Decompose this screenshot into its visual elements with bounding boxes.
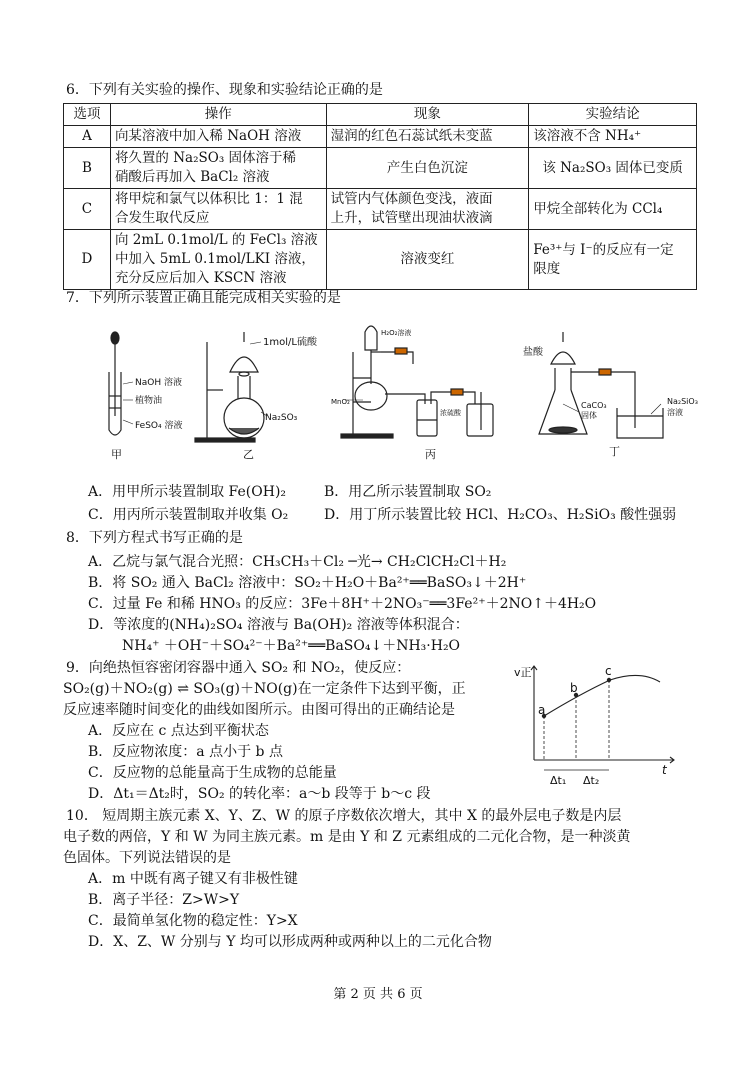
row-phenomenon: 产生白色沉淀 xyxy=(326,148,529,189)
label-na2so3: Na₂SO₃ xyxy=(265,413,298,423)
label-soln: 溶液 xyxy=(667,408,683,417)
q10-option-c: C．最简单氢化物的稳定性：Y>X xyxy=(88,913,298,929)
q10-option-a: A．m 中既有离子键又有非极性键 xyxy=(88,871,298,887)
graph-xlabel: t xyxy=(662,763,667,777)
row-operation: 向 2mL 0.1mol/L 的 FeCl₃ 溶液 中加入 5mL 0.1mol/LKI 溶液， 充分反应后加入 KSCN 溶液 xyxy=(110,230,326,290)
label-jia: 甲 xyxy=(111,448,122,461)
label-yi: 乙 xyxy=(243,448,254,461)
row-option: D xyxy=(64,230,111,290)
row-option: B xyxy=(64,148,111,189)
delta-t2: Δt₂ xyxy=(583,774,600,787)
q9-stem-1: 9．向绝热恒容密闭容器中通入 SO₂ 和 NO₂，使反应： xyxy=(66,660,411,676)
table-row xyxy=(64,148,697,189)
table-row xyxy=(64,126,697,148)
th-phenomenon: 现象 xyxy=(326,104,529,126)
apparatus-bing xyxy=(341,326,493,438)
q8-option-b: B．将 SO₂ 通入 BaCl₂ 溶液中：SO₂＋H₂O＋Ba²⁺══BaSO₃↓＋2H⁺ xyxy=(88,575,527,591)
q8-option-d: D．等浓度的(NH₄)₂SO₄ 溶液与 Ba(OH)₂ 溶液等体积混合： xyxy=(88,617,469,633)
q8-option-a: A．乙烷与氯气混合光照：CH₃CH₃＋Cl₂ ─光→ CH₂ClCH₂Cl＋H₂ xyxy=(88,554,507,570)
th-option: 选项 xyxy=(64,104,111,126)
apparatus-ding xyxy=(539,332,663,438)
label-feso4: FeSO₄ 溶液 xyxy=(135,421,183,431)
q6-stem: 6．下列有关实验的操作、现象和实验结论正确的是 xyxy=(66,82,383,98)
row-operation: 将久置的 Na₂SO₃ 固体溶于稀 硝酸后再加入 BaCl₂ 溶液 xyxy=(110,148,326,189)
apparatus-yi xyxy=(195,332,267,442)
q10-stem-3: 色固体。下列说法错误的是 xyxy=(63,850,231,866)
q7-option-b: B．用乙所示装置制取 SO₂ xyxy=(324,484,492,500)
apparatus-jia xyxy=(109,332,133,435)
page-footer: 第 2 页 共 6 页 xyxy=(333,987,423,1002)
th-operation: 操作 xyxy=(110,104,326,126)
row-conclusion: 该 Na₂SO₃ 固体已变质 xyxy=(529,148,697,189)
q6-table xyxy=(63,103,697,290)
label-mno2: MnO₂ xyxy=(331,398,350,406)
q10-option-b: B．离子半径：Z>W>Y xyxy=(88,892,240,908)
q9-option-b: B．反应物浓度：a 点小于 b 点 xyxy=(88,744,283,760)
label-h2o2: H₂O₂溶液 xyxy=(381,329,412,337)
q7-apparatus-figure xyxy=(95,312,720,464)
q7-option-d: D．用丁所示装置比较 HCl、H₂CO₃、H₂SiO₃ 酸性强弱 xyxy=(324,507,677,523)
label-oil: 植物油 xyxy=(135,396,163,406)
row-conclusion: 甲烷全部转化为 CCl₄ xyxy=(529,189,697,230)
label-h2so4: 1mol/L硫酸 xyxy=(263,337,317,348)
row-phenomenon: 溶液变红 xyxy=(326,230,529,290)
table-header-row xyxy=(64,104,697,126)
label-ding: 丁 xyxy=(609,445,620,458)
q10-stem-2: 电子数的两倍，Y 和 W 为同主族元素。m 是由 Y 和 Z 元素组成的二元化合物，是一种淡黄 xyxy=(63,829,631,845)
row-conclusion: Fe³⁺与 I⁻的反应有一定 限度 xyxy=(529,230,697,290)
label-bing: 丙 xyxy=(425,448,436,461)
q10-option-d: D．X、Z、W 分别与 Y 均可以形成两种或两种以上的二元化合物 xyxy=(88,934,492,950)
q7-stem: 7．下列所示装置正确且能完成相关实验的是 xyxy=(66,290,341,306)
row-conclusion: 该溶液不含 NH₄⁺ xyxy=(529,126,697,148)
q9-option-d: D．Δt₁＝Δt₂时，SO₂ 的转化率：a～b 段等于 b～c 段 xyxy=(88,786,431,802)
point-c: c xyxy=(605,664,612,678)
row-operation: 向某溶液中加入稀 NaOH 溶液 xyxy=(110,126,326,148)
q9-stem-3: 反应速率随时间变化的曲线如图所示。由图可得出的正确结论是 xyxy=(63,702,455,718)
row-phenomenon: 试管内气体颜色变浅，液面 上升，试管壁出现油状液滴 xyxy=(326,189,529,230)
point-b: b xyxy=(570,681,578,695)
q7-option-a: A．用甲所示装置制取 Fe(OH)₂ xyxy=(88,484,287,500)
row-option: A xyxy=(64,126,111,148)
q8-option-c: C．过量 Fe 和稀 HNO₃ 的反应：3Fe＋8H⁺＋2NO₃⁻══3Fe²⁺＋2NO↑＋4H₂O xyxy=(88,596,597,612)
row-phenomenon: 湿润的红色石蕊试纸未变蓝 xyxy=(326,126,529,148)
graph-ylabel: v正 xyxy=(514,666,532,679)
delta-t1: Δt₁ xyxy=(550,774,567,787)
label-naoh: NaOH 溶液 xyxy=(135,378,182,388)
table-row xyxy=(64,189,697,230)
q9-option-c: C．反应物的总能量高于生成物的总能量 xyxy=(88,765,337,781)
q8-stem: 8．下列方程式书写正确的是 xyxy=(66,530,243,546)
label-conc-h2so4: 浓硫酸 xyxy=(440,409,461,417)
q9-option-a: A．反应在 c 点达到平衡状态 xyxy=(88,723,269,739)
label-hcl: 盐酸 xyxy=(523,347,543,358)
label-caco3: CaCO₃ xyxy=(581,401,607,410)
label-na2sio3: Na₂SiO₃ xyxy=(667,397,698,406)
q9-rate-graph xyxy=(510,660,680,790)
table-row xyxy=(64,230,697,290)
th-conclusion: 实验结论 xyxy=(529,104,697,126)
q7-option-c: C．用丙所示装置制取并收集 O₂ xyxy=(88,507,289,523)
q10-stem-1: 10． 短周期主族元素 X、Y、Z、W 的原子序数依次增大，其中 X 的最外层电子数是内层 xyxy=(66,808,622,824)
row-option: C xyxy=(64,189,111,230)
point-a: a xyxy=(538,703,546,717)
q9-stem-2: SO₂(g)＋NO₂(g) ⇌ SO₃(g)＋NO(g)在一定条件下达到平衡，正 xyxy=(63,681,466,697)
q8-option-d-equation: NH₄⁺ ＋OH⁻＋SO₄²⁻＋Ba²⁺══BaSO₄↓＋NH₃·H₂O xyxy=(122,638,461,654)
label-solid: 固体 xyxy=(581,411,597,420)
row-operation: 将甲烷和氯气以体积比 1：1 混 合发生取代反应 xyxy=(110,189,326,230)
